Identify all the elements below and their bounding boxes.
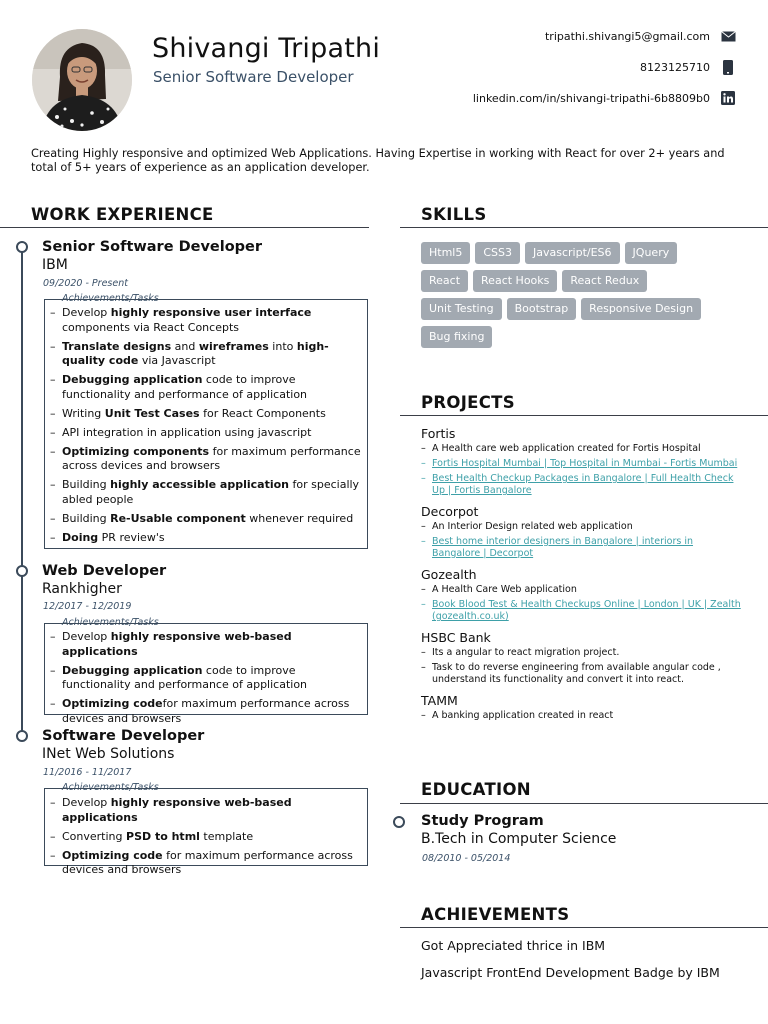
achievement-bullet: – Converting PSD to html template <box>50 830 364 845</box>
envelope-icon <box>720 28 736 44</box>
linkedin-icon <box>720 90 736 106</box>
achievements-label: Achievements/Tasks <box>62 617 159 628</box>
job-title: Software Developer <box>42 728 205 744</box>
skill-tag: React Hooks <box>473 270 557 292</box>
job-achievements-list <box>50 630 364 731</box>
achievement-bullet: – Building Re-Usable component whenever required <box>50 512 364 527</box>
achievement-bullet: – API integration in application using javascript <box>50 426 364 441</box>
profile-photo-image <box>32 29 132 131</box>
skills-heading: SKILLS <box>421 205 487 224</box>
project-name: TAMM <box>421 693 458 708</box>
profile-summary: Creating Highly responsive and optimized Web Applications. Having Expertise in working with React for over 2+ years and total of 5+ years of experience as an application developer. <box>31 147 725 174</box>
achievement-bullet: – Translate designs and wireframes into high-quality code via Javascript <box>50 340 364 369</box>
linkedin-contact[interactable] <box>473 90 736 106</box>
education-heading: EDUCATION <box>421 780 531 799</box>
work-experience-heading: WORK EXPERIENCE <box>31 205 214 224</box>
skill-tag: Bug fixing <box>421 326 492 348</box>
achievements-heading: ACHIEVEMENTS <box>421 905 570 924</box>
timeline-node <box>393 816 405 828</box>
timeline-node <box>16 241 28 253</box>
job-company: IBM <box>42 257 68 273</box>
project-description: – A Health Care Web application <box>421 584 741 596</box>
project-name: Decorpot <box>421 504 479 519</box>
achievement-bullet: – Optimizing components for maximum performance across devices and browsers <box>50 445 364 474</box>
timeline-line <box>21 248 23 740</box>
project-link[interactable]: – Book Blood Test & Health Checkups Online | London | UK | Zealth (gozealth.co.uk) <box>421 599 741 623</box>
skill-tag: Html5 <box>421 242 470 264</box>
skill-tag: Javascript/ES6 <box>525 242 620 264</box>
projects-list <box>421 426 741 729</box>
section-divider <box>400 927 768 928</box>
education-program: Study Program <box>421 813 544 829</box>
education-date: 08/2010 - 05/2014 <box>422 853 511 864</box>
candidate-title: Senior Software Developer <box>153 68 354 86</box>
achievement-bullet: – Building highly accessible application for specially abled people <box>50 478 364 507</box>
project-item <box>421 693 741 722</box>
achievement-bullet: – Debugging application code to improve functionality and performance of application <box>50 664 364 693</box>
project-item <box>421 504 741 560</box>
skills-list <box>421 242 721 348</box>
job-achievements-list <box>50 306 364 550</box>
section-divider <box>400 415 768 416</box>
job-title: Senior Software Developer <box>42 239 263 255</box>
timeline-node <box>16 730 28 742</box>
phone-icon <box>720 59 736 75</box>
skill-tag: React <box>421 270 468 292</box>
skill-tag: Responsive Design <box>581 298 701 320</box>
project-link[interactable]: – Best home interior designers in Bangalore | interiors in Bangalore | Decorpot <box>421 536 741 560</box>
project-item <box>421 567 741 623</box>
achievement-bullet: – Doing PR review's <box>50 531 364 546</box>
linkedin-text[interactable]: linkedin.com/in/shivangi-tripathi-6b8809b0 <box>472 91 710 105</box>
job-company: INet Web Solutions <box>42 746 175 762</box>
project-item <box>421 426 741 497</box>
achievement-bullet: – Develop highly responsive web-based applications <box>50 630 364 659</box>
phone-text[interactable]: 8123125710 <box>640 60 710 74</box>
timeline-node <box>16 565 28 577</box>
project-description: – Its a angular to react migration project. <box>421 647 741 659</box>
achievement-bullet: – Develop highly responsive web-based applications <box>50 796 364 825</box>
project-description: – Task to do reverse engineering from available angular code , understand its functionality and convert it into react. <box>421 662 741 686</box>
skill-tag: React Redux <box>562 270 647 292</box>
achievement-bullet: – Writing Unit Test Cases for React Components <box>50 407 364 422</box>
achievement-item: Got Appreciated thrice in IBM <box>421 938 606 953</box>
section-divider <box>0 227 369 228</box>
education-degree: B.Tech in Computer Science <box>421 831 617 847</box>
profile-photo <box>32 29 132 131</box>
project-description: – A banking application created in react <box>421 710 741 722</box>
project-name: Gozealth <box>421 567 477 582</box>
candidate-name: Shivangi Tripathi <box>152 33 381 64</box>
project-item <box>421 630 741 686</box>
job-company: Rankhigher <box>42 581 122 597</box>
achievement-bullet: – Debugging application code to improve functionality and performance of application <box>50 373 364 402</box>
job-date: 12/2017 - 12/2019 <box>43 601 132 612</box>
achievement-bullet: – Optimizing code for maximum performance across devices and browsers <box>50 849 364 878</box>
project-name: HSBC Bank <box>421 630 491 645</box>
achievements-label: Achievements/Tasks <box>62 293 159 304</box>
project-description: – An Interior Design related web application <box>421 521 741 533</box>
job-title: Web Developer <box>42 563 167 579</box>
project-description: – A Health care web application created for Fortis Hospital <box>421 443 741 455</box>
skill-tag: CSS3 <box>475 242 520 264</box>
skill-tag: Bootstrap <box>507 298 577 320</box>
project-link[interactable]: – Best Health Checkup Packages in Bangalore | Full Health Check Up | Fortis Bangalore <box>421 473 741 497</box>
achievement-item: Javascript FrontEnd Development Badge by IBM <box>421 965 720 980</box>
projects-heading: PROJECTS <box>421 393 515 412</box>
skill-tag: Unit Testing <box>421 298 502 320</box>
achievement-bullet: – Develop highly responsive user interface components via React Concepts <box>50 306 364 335</box>
email-text[interactable]: tripathi.shivangi5@gmail.com <box>544 29 710 43</box>
project-link[interactable]: – Fortis Hospital Mumbai | Top Hospital in Mumbai - Fortis Mumbai <box>421 458 741 470</box>
job-date: 11/2016 - 11/2017 <box>43 767 132 778</box>
email-contact[interactable] <box>545 28 736 44</box>
phone-contact[interactable] <box>640 59 736 75</box>
achievements-label: Achievements/Tasks <box>62 782 159 793</box>
achievement-bullet: – Optimizing codefor maximum performance across devices and browsers <box>50 697 364 726</box>
section-divider <box>400 227 768 228</box>
section-divider <box>400 803 768 804</box>
project-name: Fortis <box>421 426 456 441</box>
job-date: 09/2020 - Present <box>43 278 128 289</box>
skill-tag: JQuery <box>625 242 678 264</box>
job-achievements-list <box>50 796 364 882</box>
